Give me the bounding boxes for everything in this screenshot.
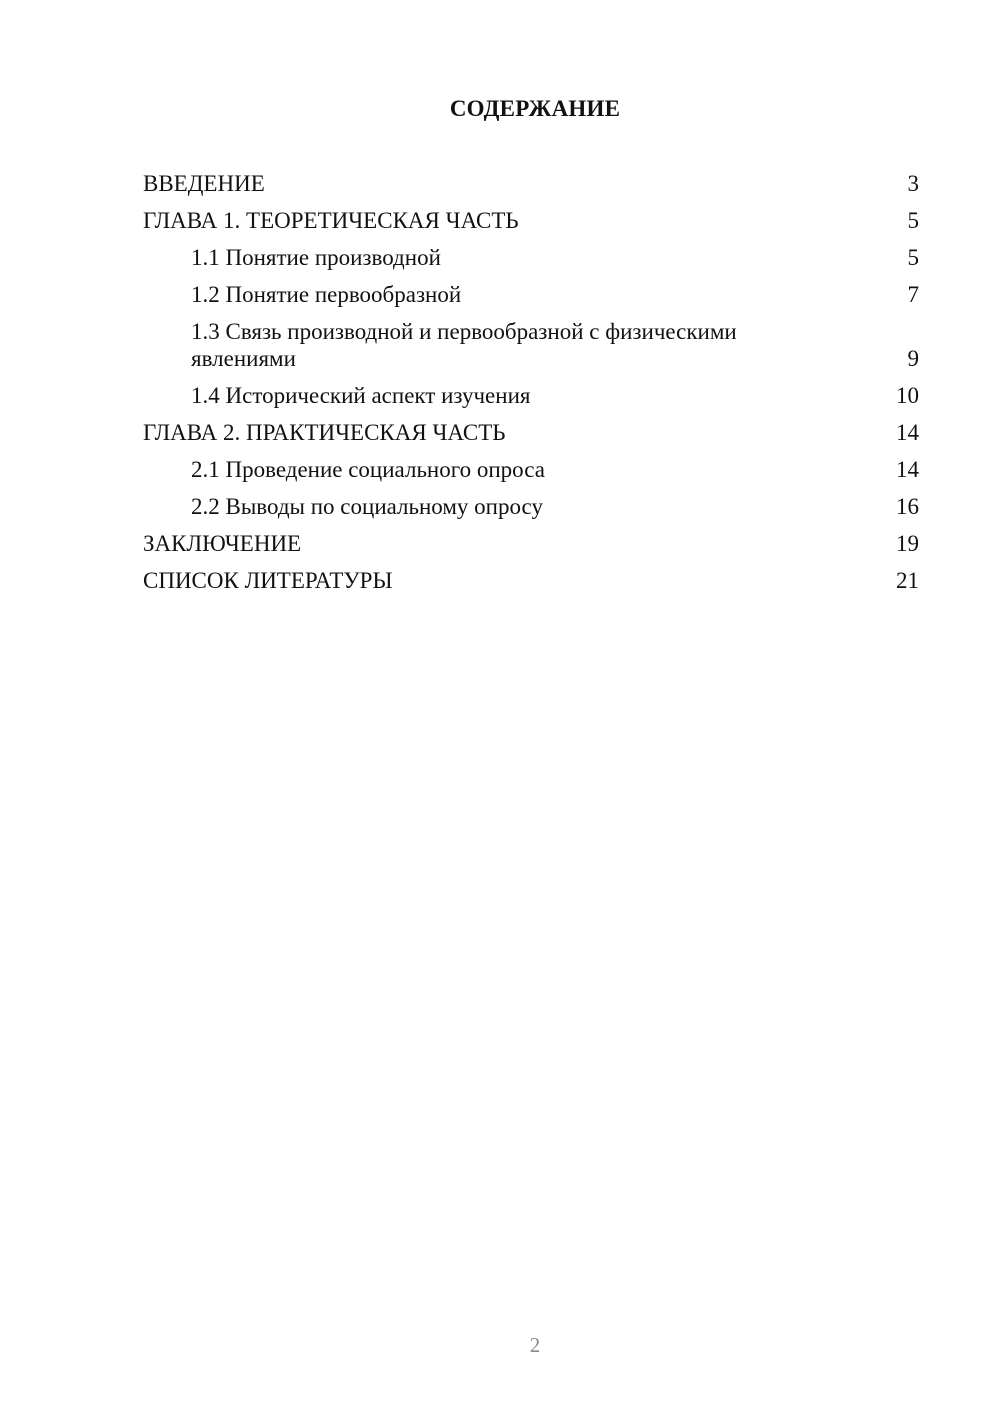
toc-entry-section-1-2[interactable] — [143, 281, 919, 308]
toc-entry-label: 1.2 Понятие первообразной — [191, 282, 462, 307]
table-of-contents — [143, 170, 919, 604]
toc-entry-chapter-1[interactable] — [143, 207, 919, 234]
toc-entry-page-number: 10 — [896, 383, 919, 408]
toc-entry-label: ГЛАВА 2. ПРАКТИЧЕСКАЯ ЧАСТЬ — [143, 420, 506, 445]
toc-entry-section-2-1[interactable] — [143, 456, 919, 483]
toc-entry-label: ВВЕДЕНИЕ — [143, 171, 265, 196]
toc-entry-page-number: 3 — [907, 171, 919, 196]
toc-entry-page-number: 21 — [896, 568, 919, 593]
toc-entry-bibliography[interactable] — [143, 567, 919, 594]
toc-entry-label: 1.3 Связь производной и первообразной с физическими явлениями — [191, 319, 737, 371]
toc-entry-label: ЗАКЛЮЧЕНИЕ — [143, 531, 302, 556]
toc-entry-page-number: 16 — [896, 494, 919, 519]
toc-entry-section-1-1[interactable] — [143, 244, 919, 271]
toc-entry-label: 2.2 Выводы по социальному опросу — [191, 494, 543, 519]
toc-entry-page-number: 5 — [907, 245, 919, 270]
toc-entry-label: 1.4 Исторический аспект изучения — [191, 383, 531, 408]
toc-entry-page-number: 9 — [907, 346, 919, 371]
toc-entry-page-number: 14 — [896, 457, 919, 482]
toc-entry-page-number: 5 — [907, 208, 919, 233]
toc-entry-page-number: 7 — [907, 282, 919, 307]
toc-entry-section-1-4[interactable] — [143, 382, 919, 409]
page-number: 2 — [529, 1333, 541, 1357]
toc-entry-label: ГЛАВА 1. ТЕОРЕТИЧЕСКАЯ ЧАСТЬ — [143, 208, 519, 233]
toc-entry-conclusion[interactable] — [143, 530, 919, 557]
toc-entry-section-2-2[interactable] — [143, 493, 919, 520]
toc-entry-section-1-3[interactable] — [143, 318, 919, 372]
toc-entry-chapter-2[interactable] — [143, 419, 919, 446]
toc-entry-label: СПИСОК ЛИТЕРАТУРЫ — [143, 568, 393, 593]
toc-title: СОДЕРЖАНИЕ — [449, 96, 621, 121]
toc-entry-introduction[interactable] — [143, 170, 919, 197]
toc-entry-page-number: 19 — [896, 531, 919, 556]
toc-entry-page-number: 14 — [896, 420, 919, 445]
toc-entry-label: 1.1 Понятие производной — [191, 245, 441, 270]
toc-entry-label: 2.1 Проведение социального опроса — [191, 457, 545, 482]
